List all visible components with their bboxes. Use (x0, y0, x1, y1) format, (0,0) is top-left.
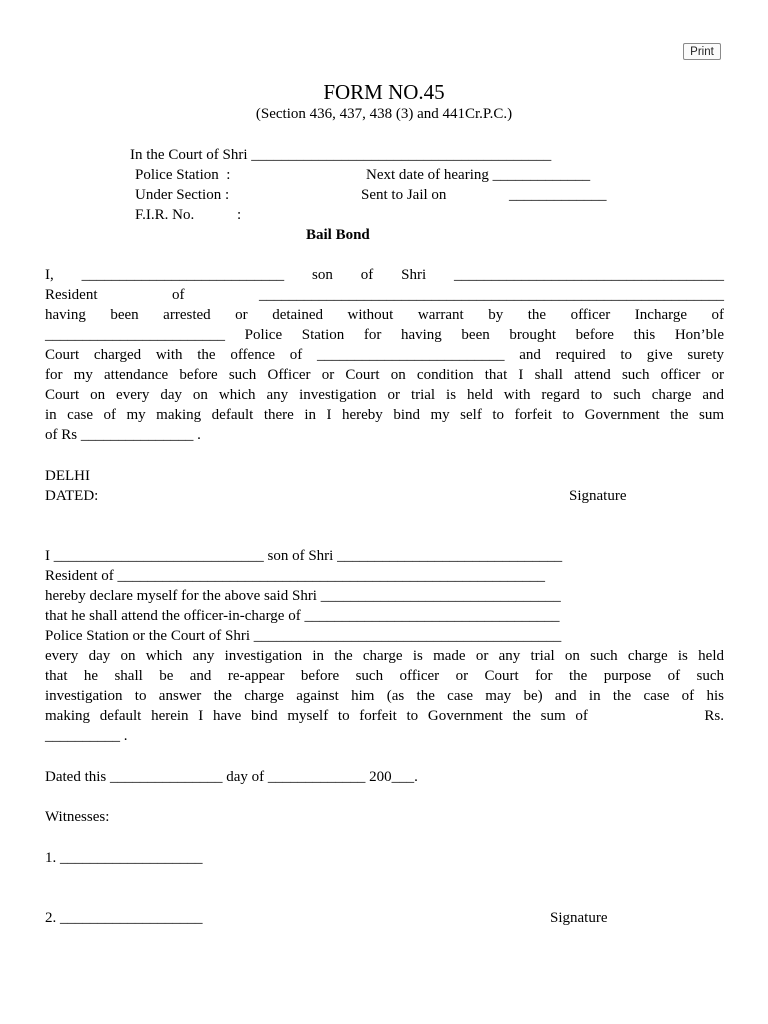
bail-bond-line: Court on every day on which any investigation or trial is held with regard to such charge and (45, 387, 724, 403)
surety-line: __________ . (45, 728, 128, 744)
bail-bond-line: in case of my making default there in I hereby bind my self to forfeit to Government the sum (45, 407, 724, 423)
surety-line: Resident of _________________________________________________________ (45, 568, 545, 584)
bail-bond-line: having been arrested or detained without warrant by the officer Incharge of (45, 307, 724, 323)
under-section-label: Under Section : (135, 187, 230, 203)
fir-no-colon: : (237, 207, 242, 223)
surety-line: hereby declare myself for the above said Shri ________________________________ (45, 588, 561, 604)
fir-no-label: F.I.R. No. (135, 207, 195, 223)
witness-2-line: 2. ___________________ (45, 910, 203, 926)
bail-bond-line: for my attendance before such Officer or Court on condition that I shall attend such officer or (45, 367, 724, 383)
sent-to-jail-blank: _____________ (509, 187, 607, 203)
bail-bond-line: Court charged with the offence of _________________________ and required to give surety (45, 347, 724, 363)
court-line: In the Court of Shri ________________________________________ (130, 147, 552, 163)
dated-label: DATED: (45, 488, 99, 504)
bail-bond-paragraph (45, 265, 724, 445)
bail-bond-heading: Bail Bond (306, 227, 370, 243)
surety-line: that he shall be and re-appear before such officer or Court for the purpose of such (45, 668, 724, 684)
surety-line: every day on which any investigation in the charge is made or any trial on such charge is held (45, 648, 724, 664)
next-hearing-label: Next date of hearing _____________ (366, 167, 591, 183)
bail-bond-line: Resident of ______________________________________________________________ (45, 287, 724, 303)
surety-line: Police Station or the Court of Shri _________________________________________ (45, 628, 562, 644)
witnesses-label: Witnesses: (45, 809, 110, 825)
form-title: FORM NO.45 (323, 80, 445, 104)
surety-line: investigation to answer the charge against him (as the case may be) and in the case of his (45, 688, 724, 704)
surety-line: I ____________________________ son of Shri ______________________________ (45, 548, 563, 564)
print-button[interactable]: Print (683, 43, 721, 60)
bail-bond-line: ________________________ Police Station for having been brought before this Hon’ble (45, 327, 724, 343)
dated-this-line: Dated this _______________ day of _____________ 200___. (45, 769, 418, 785)
surety-line: making default herein I have bind myself to forfeit to Government the sum of Rs. (45, 708, 724, 724)
bail-bond-line: I, ___________________________ son of Shri ____________________________________ (45, 267, 724, 283)
police-station-label: Police Station : (135, 167, 231, 183)
surety-line: that he shall attend the officer-in-charge of __________________________________ (45, 608, 560, 624)
bail-bond-line: of Rs _______________ . (45, 427, 201, 443)
form-subtitle: (Section 436, 437, 438 (3) and 441Cr.P.C.) (255, 106, 513, 122)
surety-signature-label: Signature (550, 910, 608, 926)
witness-1-line: 1. ___________________ (45, 850, 203, 866)
place-label: DELHI (45, 468, 90, 484)
accused-signature-label: Signature (569, 488, 627, 504)
surety-paragraph (45, 546, 724, 746)
sent-to-jail-label: Sent to Jail on (361, 187, 447, 203)
